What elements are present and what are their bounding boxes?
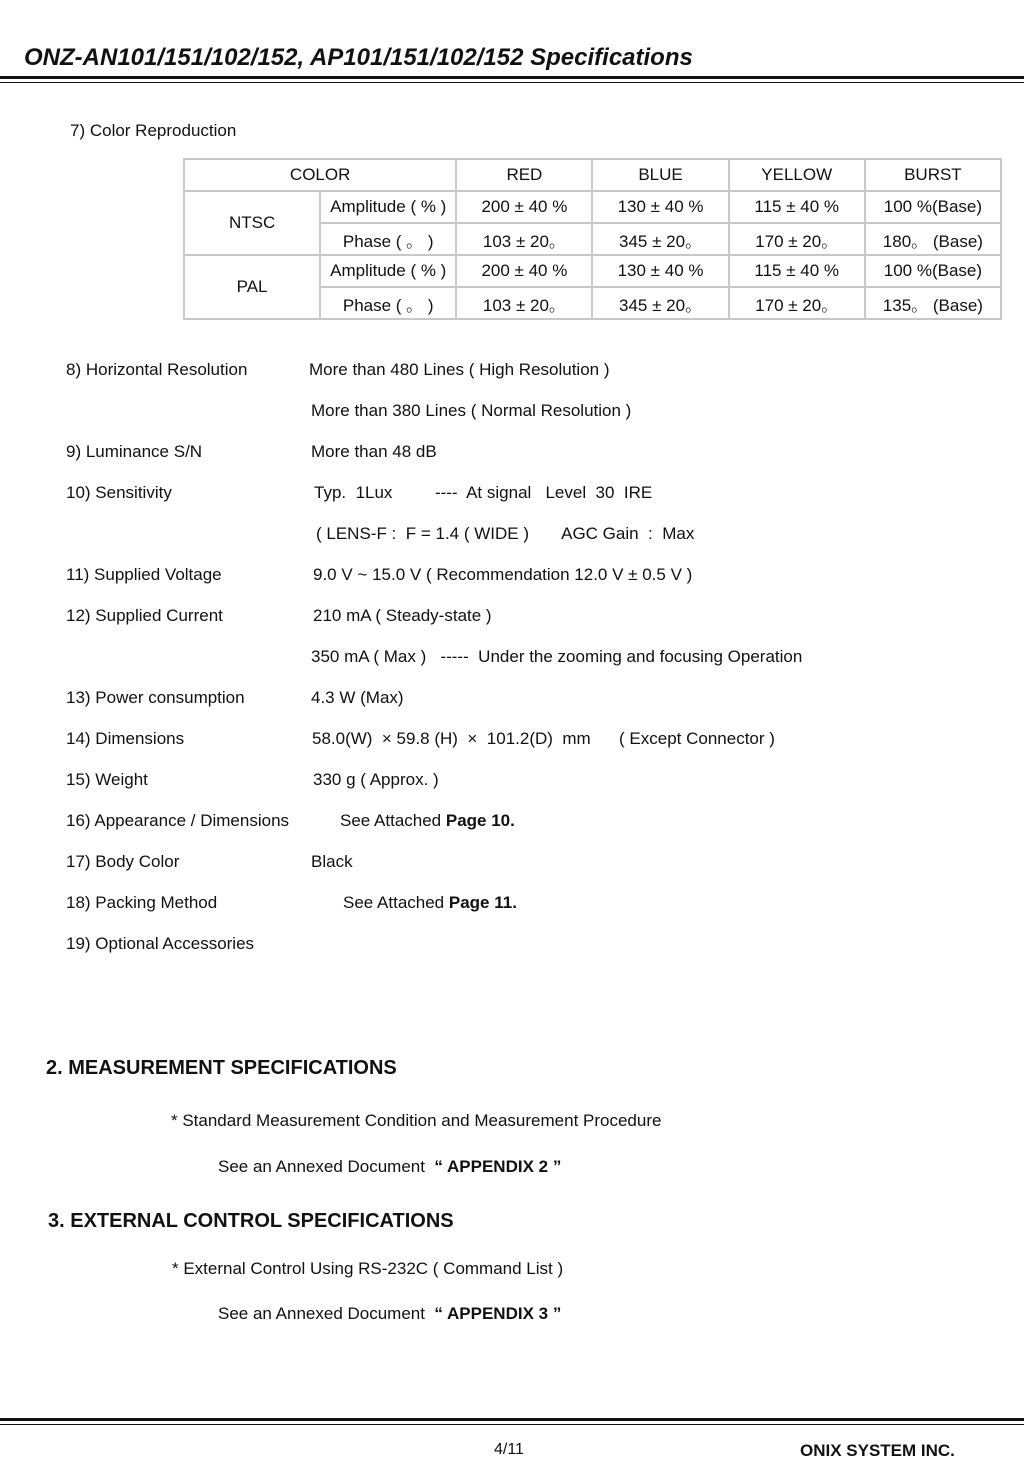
row-param: Phase ( 。 ) — [320, 223, 456, 255]
spec-label-luminance-sn: 9) Luminance S/N — [66, 442, 203, 461]
table-header-row — [184, 159, 1001, 191]
spec-value-weight: 330 g ( Approx. ) — [313, 770, 439, 789]
spec-value-horizontal-resolution-normal: More than 380 Lines ( Normal Resolution ) — [311, 401, 632, 420]
spec-value-appearance — [340, 811, 515, 831]
appendix-reference: “ APPENDIX 3 ” — [429, 1304, 562, 1323]
row-param: Amplitude ( % ) — [320, 191, 456, 223]
external-control-line1: * External Control Using RS-232C ( Command List ) — [172, 1259, 564, 1278]
header-burst: BURST — [865, 159, 1001, 191]
row-param: Phase ( 。 ) — [320, 287, 456, 319]
table-cell: 345 ± 20。 — [592, 287, 728, 319]
spec-label-supplied-current: 12) Supplied Current — [66, 606, 223, 625]
spec-label-body-color: 17) Body Color — [66, 852, 180, 871]
spec-label-horizontal-resolution: 8) Horizontal Resolution — [66, 360, 248, 379]
document-title: ONZ-AN101/151/102/152, AP101/151/102/152 Specifications — [24, 44, 693, 71]
footer-rule-thin — [0, 1424, 1024, 1425]
footer-rule-thick — [0, 1418, 1024, 1421]
spec-value-supplied-current-max: 350 mA ( Max ) ----- Under the zooming and focusing Operation — [311, 647, 803, 666]
annexed-document-text: See an Annexed Document — [218, 1304, 430, 1323]
pal-label: PAL — [184, 255, 320, 319]
spec-label-accessories: 19) Optional Accessories — [66, 934, 255, 953]
color-reproduction-heading: 7) Color Reproduction — [70, 121, 237, 140]
color-reproduction-table — [183, 158, 1002, 320]
table-cell: 170 ± 20。 — [729, 287, 865, 319]
spec-value-packing — [343, 893, 517, 913]
spec-value-power-consumption: 4.3 W (Max) — [311, 688, 404, 707]
company-name: ONIX SYSTEM INC. — [800, 1441, 955, 1460]
measurement-line2 — [218, 1157, 561, 1177]
table-cell: 115 ± 40 % — [729, 191, 865, 223]
spec-value-supplied-voltage: 9.0 V ~ 15.0 V ( Recommendation 12.0 V ± 0.5 V ) — [313, 565, 693, 584]
appendix-reference: “ APPENDIX 2 ” — [429, 1157, 562, 1176]
measurement-heading: 2. MEASUREMENT SPECIFICATIONS — [46, 1057, 397, 1079]
table-cell: 100 %(Base) — [865, 191, 1001, 223]
external-control-line2 — [218, 1304, 561, 1324]
table-cell: 200 ± 40 % — [456, 191, 592, 223]
table-cell: 100 %(Base) — [865, 255, 1001, 287]
table-cell: 130 ± 40 % — [592, 255, 728, 287]
table-cell: 200 ± 40 % — [456, 255, 592, 287]
header-yellow: YELLOW — [729, 159, 865, 191]
external-control-heading: 3. EXTERNAL CONTROL SPECIFICATIONS — [48, 1210, 454, 1232]
spec-value-supplied-current: 210 mA ( Steady-state ) — [313, 606, 492, 625]
page-reference: Page 10. — [445, 811, 515, 830]
header-blue: BLUE — [592, 159, 728, 191]
table-cell: 103 ± 20。 — [456, 223, 592, 255]
spec-value-body-color: Black — [311, 852, 353, 871]
header-red: RED — [456, 159, 592, 191]
spec-label-power-consumption: 13) Power consumption — [66, 688, 245, 707]
table-cell: 345 ± 20。 — [592, 223, 728, 255]
spec-value-dimensions: 58.0(W) × 59.8 (H) × 101.2(D) mm ( Except Connector ) — [312, 729, 775, 748]
spec-label-sensitivity: 10) Sensitivity — [66, 483, 172, 502]
ntsc-label: NTSC — [184, 191, 320, 255]
table-cell: 180。 (Base) — [865, 223, 1001, 255]
table-row — [184, 191, 1001, 223]
table-cell: 103 ± 20。 — [456, 287, 592, 319]
table-cell: 170 ± 20。 — [729, 223, 865, 255]
header-color: COLOR — [184, 159, 456, 191]
spec-value-sensitivity: Typ. 1Lux ---- At signal Level 30 IRE — [314, 483, 653, 502]
header-rule-thin — [0, 82, 1024, 83]
spec-label-packing: 18) Packing Method — [66, 893, 218, 912]
see-attached-text: See Attached — [340, 811, 446, 830]
measurement-line1: * Standard Measurement Condition and Measurement Procedure — [171, 1111, 662, 1130]
see-attached-text: See Attached — [343, 893, 449, 912]
header-rule-thick — [0, 76, 1024, 79]
annexed-document-text: See an Annexed Document — [218, 1157, 430, 1176]
spec-label-weight: 15) Weight — [66, 770, 148, 789]
spec-label-supplied-voltage: 11) Supplied Voltage — [66, 565, 222, 584]
spec-label-appearance: 16) Appearance / Dimensions — [66, 811, 290, 830]
table-cell: 130 ± 40 % — [592, 191, 728, 223]
table-row — [184, 255, 1001, 287]
spec-label-dimensions: 14) Dimensions — [66, 729, 185, 748]
spec-value-luminance-sn: More than 48 dB — [311, 442, 437, 461]
spec-value-horizontal-resolution: More than 480 Lines ( High Resolution ) — [309, 360, 610, 379]
page-reference: Page 11. — [448, 893, 517, 912]
table-cell: 135。 (Base) — [865, 287, 1001, 319]
spec-value-sensitivity-conditions: ( LENS-F : F = 1.4 ( WIDE ) AGC Gain : Max — [316, 524, 695, 543]
table-cell: 115 ± 40 % — [729, 255, 865, 287]
page-number: 4/11 — [494, 1441, 524, 1458]
row-param: Amplitude ( % ) — [320, 255, 456, 287]
